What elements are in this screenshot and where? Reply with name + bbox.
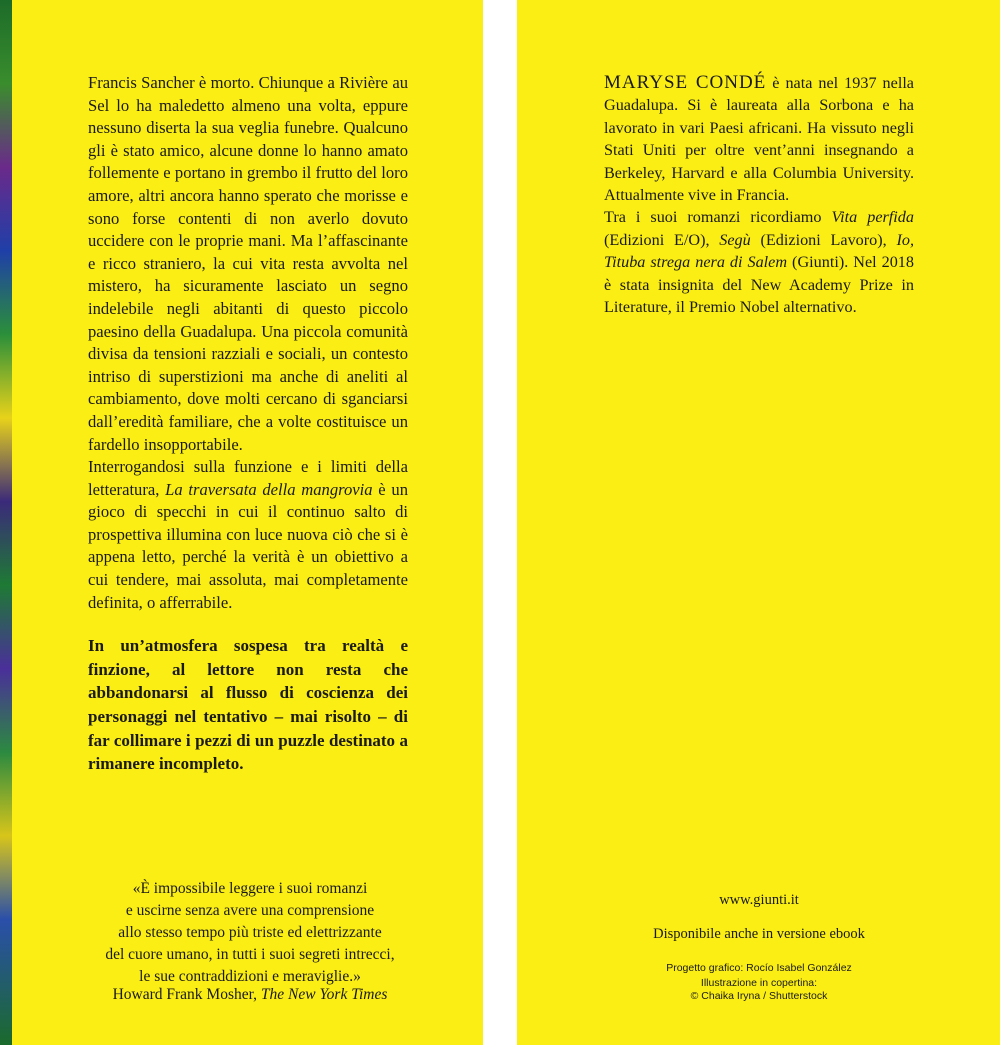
quote-line: allo stesso tempo più triste ed elettrizzante: [118, 924, 382, 941]
book-vita-perfida: Vita perfida: [831, 208, 914, 227]
bio-paragraph-2: [604, 206, 914, 318]
ebook-note: Disponibile anche in versione ebook: [653, 926, 865, 942]
quote-line: «È impossibile leggere i suoi romanzi: [132, 880, 368, 897]
bio-intro: Tra i suoi romanzi ricordiamo: [604, 208, 832, 227]
synopsis-paragraph-2-end: è un gioco di specchi in cui il continuo salto di prospettiva illumina con luce nuova ciò che si è appena letto, perché la verità è un obiettivo a cui tendere, mai assoluta, mai completamente definita, o afferrabile.: [88, 479, 408, 612]
bio-paragraph-1: [604, 72, 914, 206]
publisher-eo: (Edizioni E/O),: [604, 230, 720, 249]
quote-line: del cuore umano, in tutti i suoi segreti intrecci,: [105, 946, 395, 963]
synopsis: [88, 72, 408, 776]
left-flap: [12, 0, 483, 1045]
quote-line: e uscirne senza avere una comprensione: [125, 902, 375, 919]
credit-illustration: © Chaika Iryna / Shutterstock: [690, 990, 828, 1002]
author-name: MARYSE CONDÉ: [604, 72, 767, 93]
synopsis-paragraph-2: [88, 456, 408, 614]
synopsis-paragraph-1: Francis Sancher è morto. Chiunque a Rivière au Sel lo ha maledetto almeno una volta, eppure nessuno diserta la sua veglia funebre. Qualcuno gli è stato amico, alcune donne lo hanno amato follemente e portano in grembo il frutto del loro amore, altri ancora hanno sperato che morisse e sono forse contenti di non averlo dovuto uccidere con le proprie mani. Ma l’affascinante e ricco straniero, la cui vita resta avvolta nel mistero, ha sicuramente lasciato un segno indelebile negli abitanti di questo piccolo paesino della Guadalupa. Una piccola comunità divisa da tensioni razziali e sociali, un contesto intriso di superstizioni ma anche di aneliti al cambiamento, dove molti cercano di sganciarsi dall’eredità familiare, che a volte costituisce un fardello insopportabile.: [88, 73, 408, 454]
right-flap: [517, 0, 1000, 1045]
review-quote: [72, 878, 428, 988]
credit-design: Progetto grafico: Rocío Isabel González: [666, 962, 852, 974]
bio-end: (Giunti). Nel 2018 è stata insignita del New Academy Prize in Literature, il Premio Nobel alternativo.: [604, 253, 914, 317]
quote-line: le sue contraddizioni e meraviglie.»: [139, 968, 361, 985]
book-segu: Segù: [719, 230, 751, 249]
book-tituba: Io, Tituba strega nera di Salem: [604, 230, 914, 272]
cover-art-edge: [0, 0, 12, 1045]
credit-illustration-label: Illustrazione in copertina:: [700, 977, 818, 989]
credits: [577, 962, 941, 1003]
quote-author: Howard Frank Mosher,: [112, 986, 261, 1003]
synopsis-highlight: In un’atmosfera sospesa tra realtà e finzione, al lettore non resta che abbandonarsi al flusso di coscienza dei personaggi nel tentativo – mai risolto – di far collimare i pezzi di un puzzle destinato a rimanere incompleto.: [88, 636, 408, 774]
synopsis-paragraph-2-start: Interrogandosi sulla funzione e i limiti della letteratura,: [88, 457, 408, 499]
quote-publication: The New York Times: [260, 986, 388, 1003]
publisher-lavoro: (Edizioni Lavoro),: [750, 230, 897, 249]
bio-text-1: è nata nel 1937 nella Guadalupa. Si è laureata alla Sorbona e ha lavorato in vari Paesi africani. Ha vissuto negli Stati Uniti per oltre vent’anni insegnando a Berkeley, Harvard e alla Columbia University. Attualmente vive in Francia.: [604, 74, 914, 205]
quote-attribution: [72, 984, 428, 1006]
book-title: La traversata della mangrovia: [165, 479, 373, 499]
publisher-website: www.giunti.it: [719, 892, 799, 908]
author-bio: [604, 72, 914, 318]
